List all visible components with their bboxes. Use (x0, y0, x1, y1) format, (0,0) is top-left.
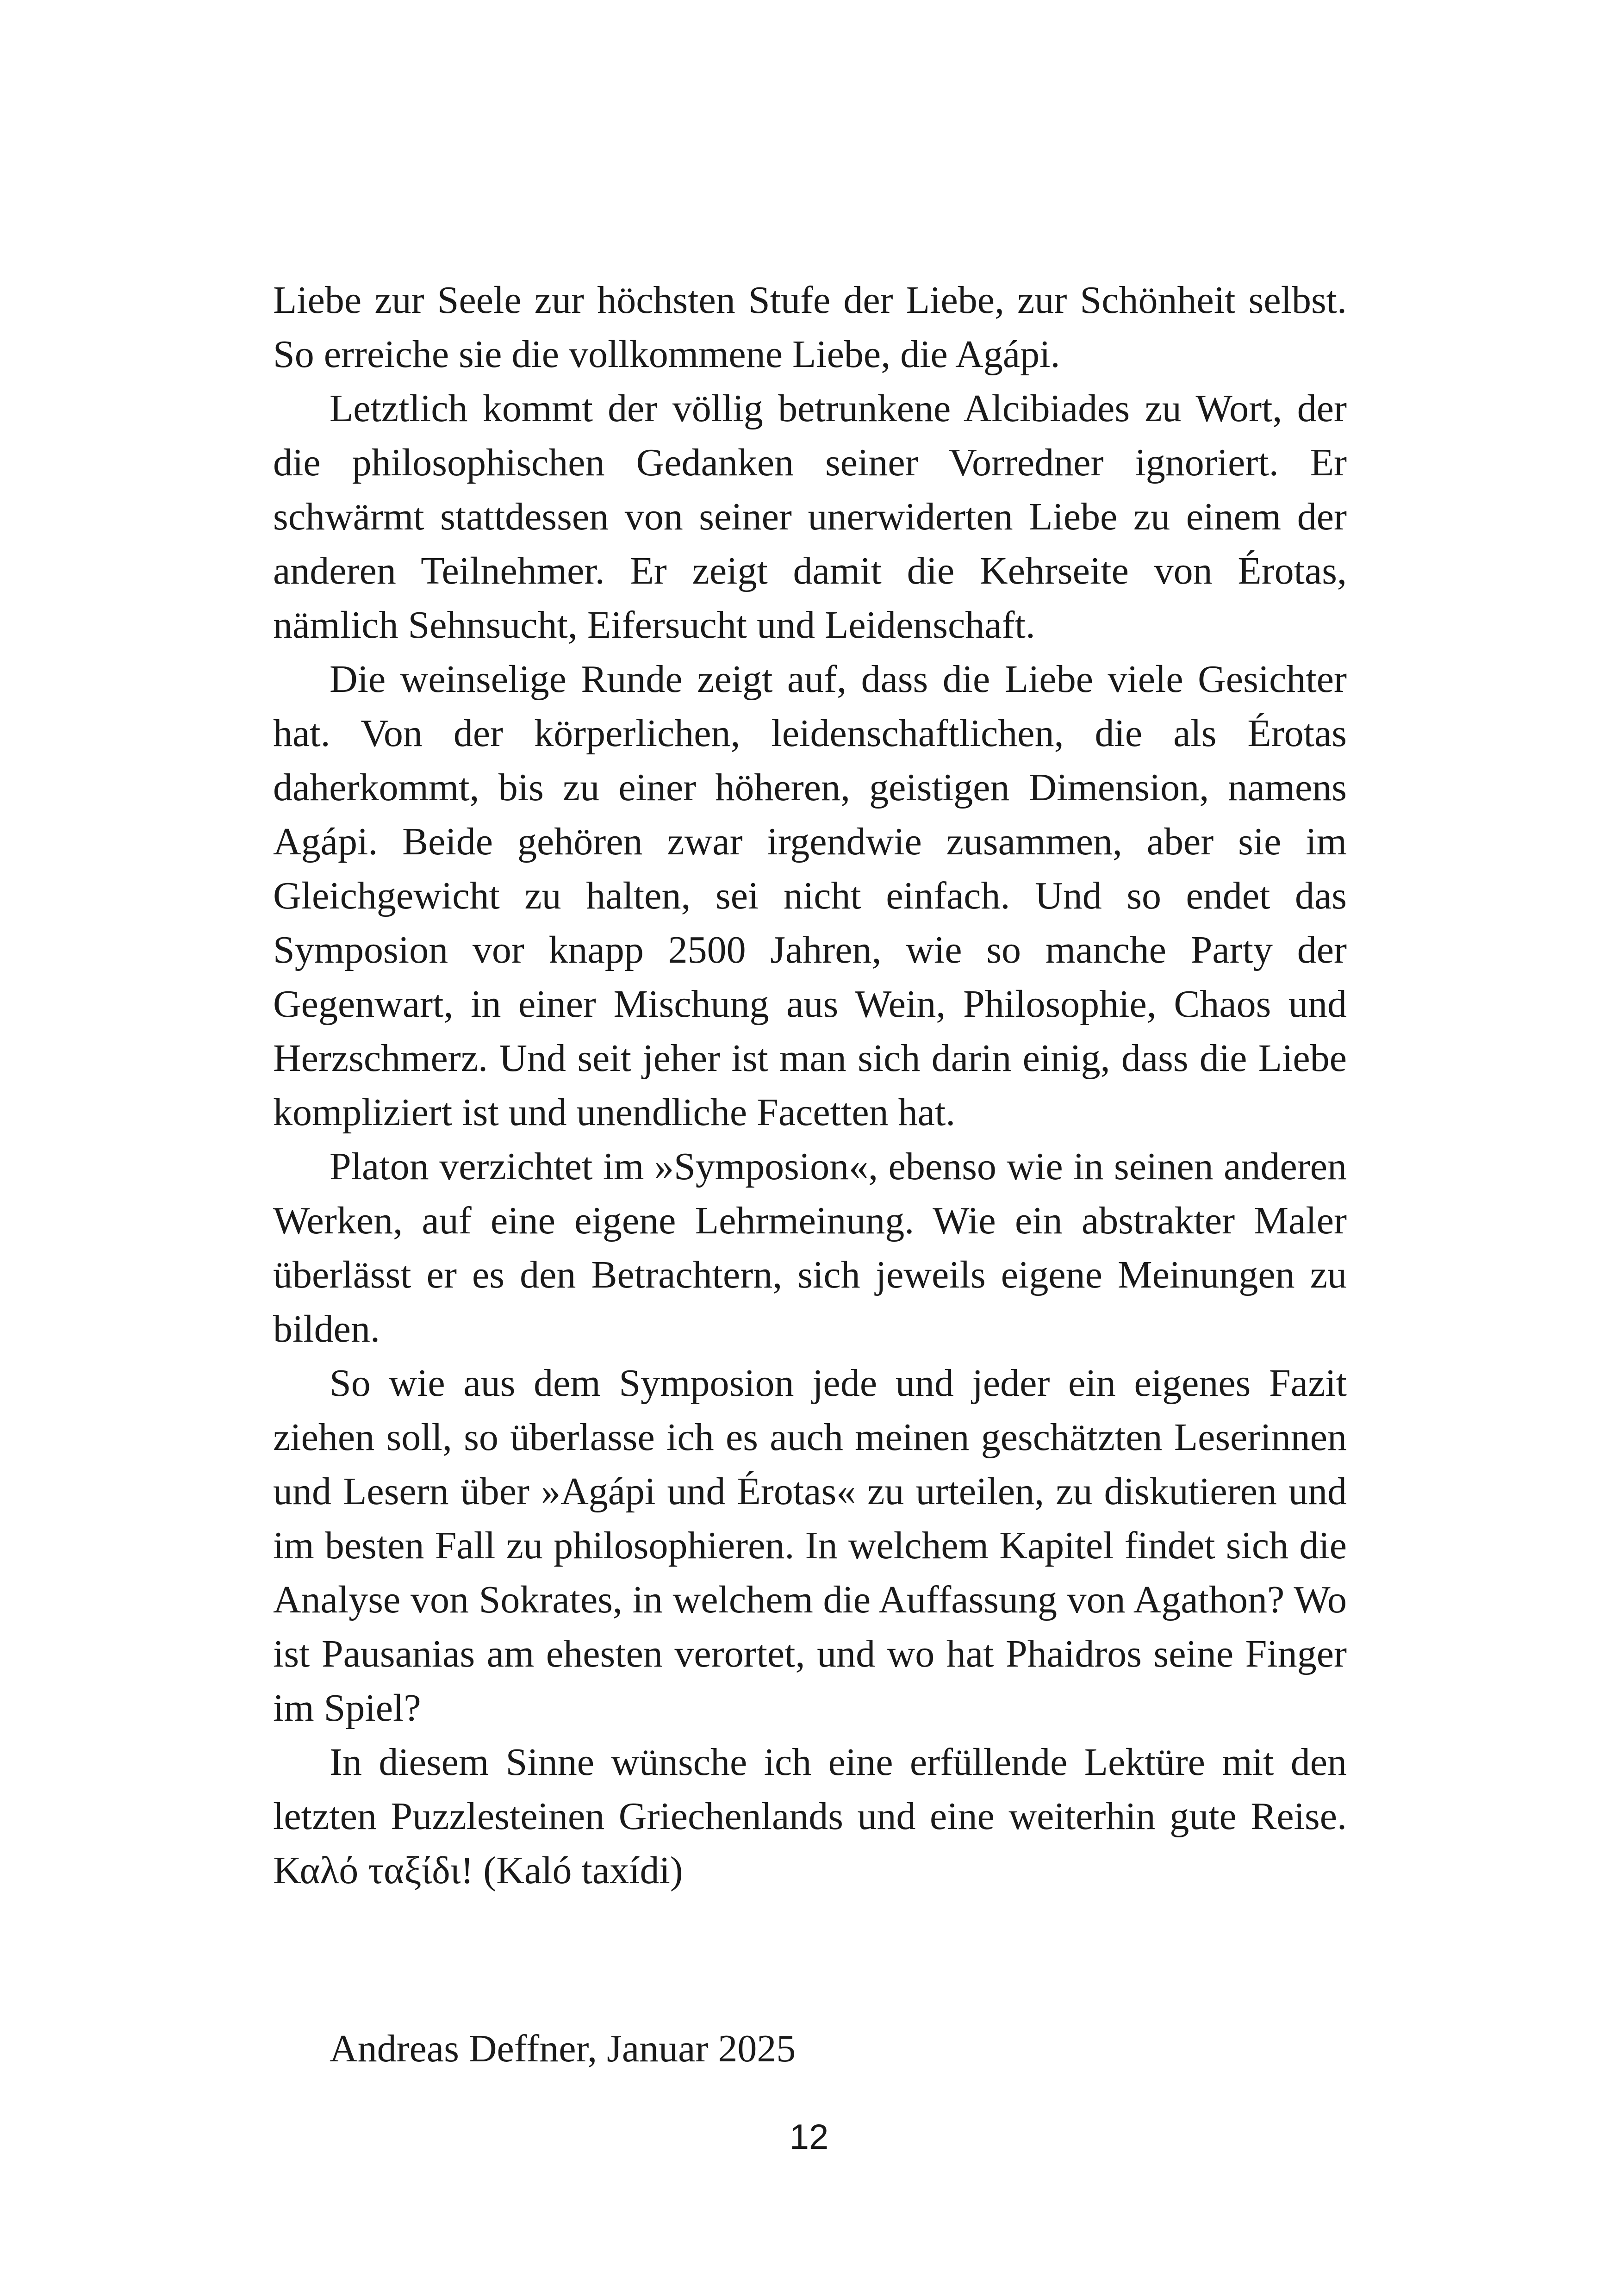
paragraph-6: In diesem Sinne wünsche ich eine erfüllende Lektüre mit den letzten Puzzlesteinen Griechenlands und eine weiterhin gute Reise. Καλό ταξίδι! (Kaló taxídi) (273, 1741, 1347, 1892)
author-signature-line: Andreas Deffner, Januar 2025 (330, 2027, 796, 2070)
body-text (273, 273, 1347, 1898)
paragraph-4: Platon verzichtet im »Symposion«, ebenso wie in seinen anderen Werken, auf eine eigene Lehrmeinung. Wie ein abstrakter Maler überlässt er es den Betrachtern, sich jeweils eigene Meinungen zu bilden. (273, 1145, 1347, 1350)
paragraph-1: Liebe zur Seele zur höchsten Stufe der Liebe, zur Schönheit selbst. So erreiche sie die vollkommene Liebe, die Agápi. (273, 279, 1347, 376)
paragraph-2: Letztlich kommt der völlig betrunkene Alcibiades zu Wort, der die philosophischen Gedanken seiner Vorredner ignoriert. Er schwärmt stattdessen von seiner unerwiderten Liebe zu einem der anderen Teilnehmer. Er zeigt damit die Kehrseite von Érotas, nämlich Sehnsucht, Eifersucht und Leidenschaft. (273, 387, 1347, 647)
paragraph-5: So wie aus dem Symposion jede und jeder ein eigenes Fazit ziehen soll, so überlasse ich es auch meinen geschätzten Leserinnen und Lesern über »Agápi und Érotas« zu urteilen, zu diskutieren und im besten Fall zu philosophieren. In welchem Kapitel findet sich die Analyse von Sokrates, in welchem die Auffassung von Agathon? Wo ist Pausanias am ehesten verortet, und wo hat Phaidros seine Finger im Spiel? (273, 1362, 1347, 1730)
paragraph-3: Die weinselige Runde zeigt auf, dass die Liebe viele Gesichter hat. Von der körperlichen, leidenschaftlichen, die als Érotas daherkommt, bis zu einer höheren, geistigen Dimension, namens Agápi. Beide gehören zwar irgendwie zusammen, aber sie im Gleichgewicht zu halten, sei nicht einfach. Und so endet das Symposion vor knapp 2500 Jahren, wie so manche Party der Gegenwart, in einer Mischung aus Wein, Philosophie, Chaos und Herzschmerz. Und seit jeher ist man sich darin einig, dass die Liebe kompliziert ist und unendliche Facetten hat. (273, 658, 1347, 1134)
page-number: 12 (789, 2117, 829, 2157)
